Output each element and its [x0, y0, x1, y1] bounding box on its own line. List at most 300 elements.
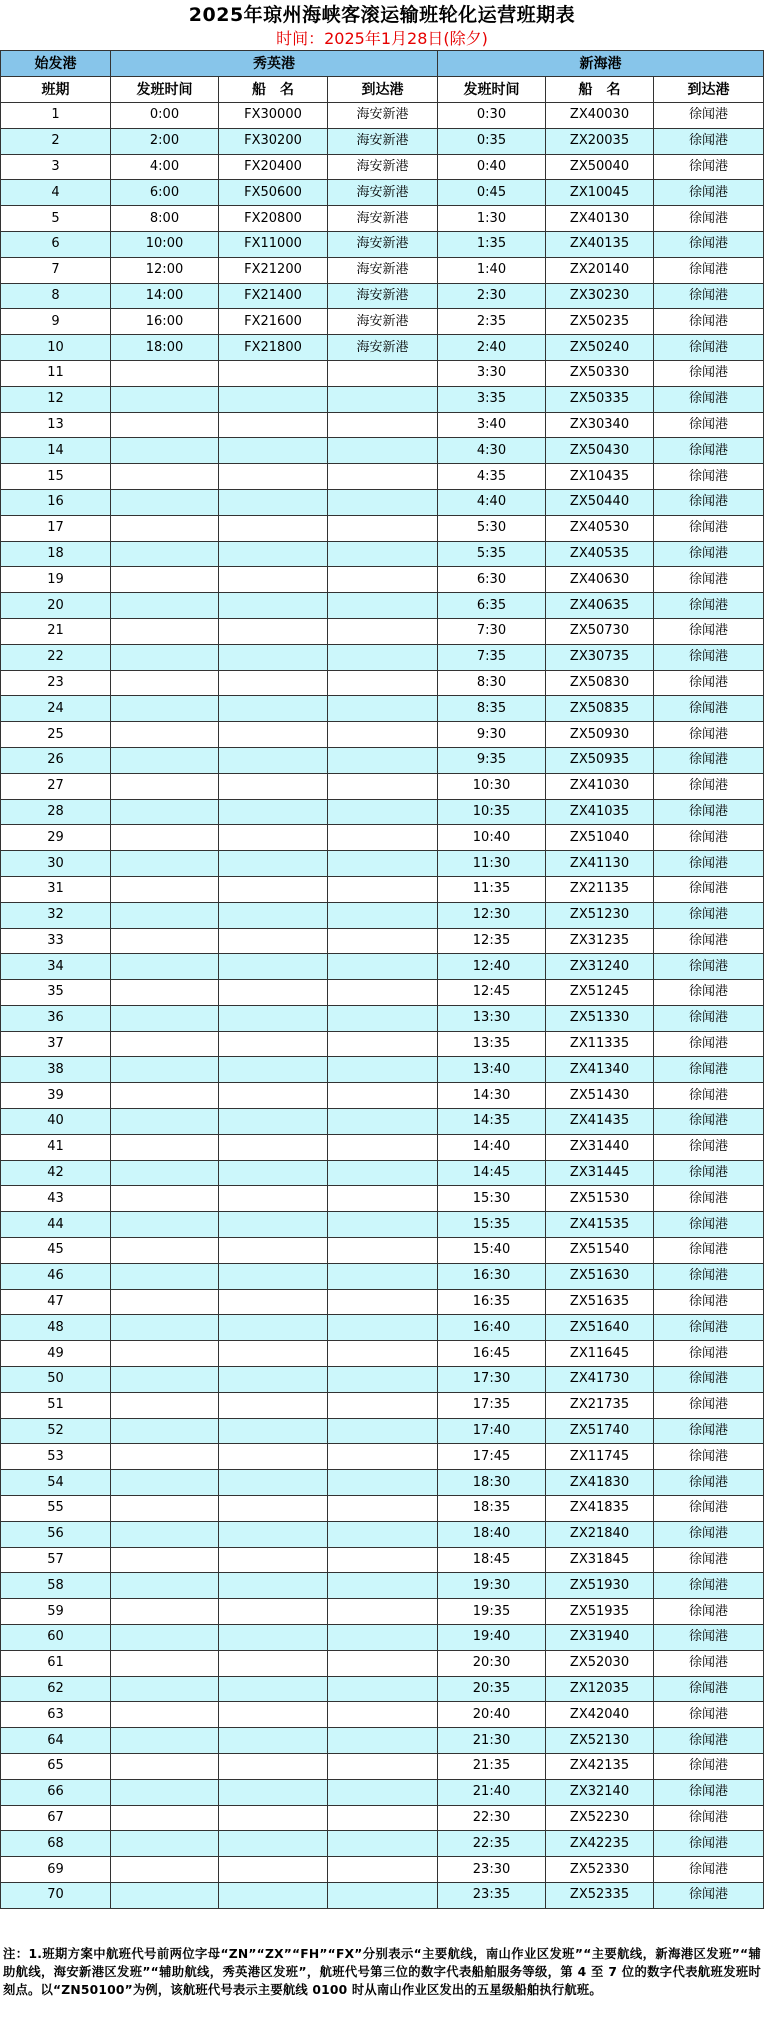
depart-time-a-cell: [111, 928, 219, 954]
depart-time-b-cell: 3:30: [438, 360, 546, 386]
period-cell: 39: [1, 1083, 111, 1109]
depart-time-a-cell: [111, 1005, 219, 1031]
ship-a-cell: [219, 1367, 328, 1393]
ship-a-cell: [219, 1882, 328, 1908]
schedule-row: [1, 1392, 764, 1418]
ship-b-cell: ZX40130: [546, 206, 654, 232]
depart-time-b-cell: 16:30: [438, 1263, 546, 1289]
ship-b-cell: ZX20140: [546, 257, 654, 283]
schedule-row: [1, 541, 764, 567]
depart-time-a-cell: [111, 1547, 219, 1573]
period-cell: 63: [1, 1702, 111, 1728]
ship-a-cell: [219, 644, 328, 670]
arrive-port-b-cell: 徐闻港: [654, 1418, 764, 1444]
col-header-period: 班期: [1, 77, 111, 103]
arrive-port-a-cell: [328, 799, 438, 825]
schedule-row: [1, 515, 764, 541]
period-cell: 34: [1, 954, 111, 980]
col-header-ship-a: 船 名: [219, 77, 328, 103]
ship-b-cell: ZX12035: [546, 1676, 654, 1702]
ship-b-cell: ZX31845: [546, 1547, 654, 1573]
ship-b-cell: ZX40135: [546, 231, 654, 257]
depart-time-a-cell: [111, 876, 219, 902]
schedule-row: [1, 103, 764, 129]
ship-a-cell: FX21800: [219, 335, 328, 361]
depart-time-a-cell: [111, 1831, 219, 1857]
arrive-port-a-cell: [328, 825, 438, 851]
schedule-row: [1, 1805, 764, 1831]
depart-time-b-cell: 4:40: [438, 489, 546, 515]
ship-b-cell: ZX10045: [546, 180, 654, 206]
arrive-port-a-cell: [328, 464, 438, 490]
period-cell: 25: [1, 722, 111, 748]
ship-a-cell: [219, 1676, 328, 1702]
depart-time-a-cell: [111, 1392, 219, 1418]
ship-a-cell: [219, 696, 328, 722]
arrive-port-b-cell: 徐闻港: [654, 618, 764, 644]
period-cell: 53: [1, 1444, 111, 1470]
schedule-table: [0, 50, 764, 1909]
depart-time-b-cell: 14:45: [438, 1160, 546, 1186]
arrive-port-a-cell: [328, 851, 438, 877]
schedule-row: [1, 618, 764, 644]
arrive-port-a-cell: [328, 1315, 438, 1341]
depart-time-a-cell: [111, 1857, 219, 1883]
depart-time-a-cell: [111, 1109, 219, 1135]
ship-a-cell: [219, 928, 328, 954]
depart-time-b-cell: 12:40: [438, 954, 546, 980]
ship-a-cell: [219, 1083, 328, 1109]
period-cell: 16: [1, 489, 111, 515]
ship-a-cell: FX11000: [219, 231, 328, 257]
arrive-port-b-cell: 徐闻港: [654, 876, 764, 902]
arrive-port-b-cell: 徐闻港: [654, 799, 764, 825]
schedule-row: [1, 1676, 764, 1702]
depart-time-a-cell: [111, 1134, 219, 1160]
ship-a-cell: [219, 464, 328, 490]
schedule-row: [1, 851, 764, 877]
ship-b-cell: ZX40535: [546, 541, 654, 567]
arrive-port-a-cell: [328, 1676, 438, 1702]
arrive-port-a-cell: [328, 1728, 438, 1754]
ship-b-cell: ZX11745: [546, 1444, 654, 1470]
schedule-row: [1, 283, 764, 309]
schedule-row: [1, 489, 764, 515]
arrive-port-b-cell: 徐闻港: [654, 231, 764, 257]
depart-time-a-cell: [111, 1625, 219, 1651]
date-subtitle: 时间：2025年1月28日(除夕): [276, 29, 488, 48]
period-cell: 1: [1, 103, 111, 129]
depart-time-b-cell: 1:30: [438, 206, 546, 232]
arrive-port-a-cell: [328, 1392, 438, 1418]
schedule-row: [1, 825, 764, 851]
schedule-row: [1, 1083, 764, 1109]
period-cell: 49: [1, 1341, 111, 1367]
depart-time-a-cell: 12:00: [111, 257, 219, 283]
depart-time-a-cell: [111, 1676, 219, 1702]
depart-time-b-cell: 17:35: [438, 1392, 546, 1418]
ship-b-cell: ZX40630: [546, 567, 654, 593]
ship-a-cell: [219, 902, 328, 928]
depart-time-a-cell: [111, 1057, 219, 1083]
header-row-ports: [1, 51, 764, 77]
arrive-port-b-cell: 徐闻港: [654, 1573, 764, 1599]
schedule-row: [1, 902, 764, 928]
ship-b-cell: ZX50730: [546, 618, 654, 644]
ship-b-cell: ZX31440: [546, 1134, 654, 1160]
period-cell: 50: [1, 1367, 111, 1393]
ship-a-cell: [219, 1779, 328, 1805]
depart-time-b-cell: 17:45: [438, 1444, 546, 1470]
ship-a-cell: [219, 593, 328, 619]
arrive-port-b-cell: 徐闻港: [654, 1341, 764, 1367]
period-cell: 9: [1, 309, 111, 335]
period-cell: 54: [1, 1470, 111, 1496]
depart-time-a-cell: [111, 1521, 219, 1547]
arrive-port-b-cell: 徐闻港: [654, 103, 764, 129]
schedule-row: [1, 412, 764, 438]
period-cell: 36: [1, 1005, 111, 1031]
arrive-port-b-cell: 徐闻港: [654, 825, 764, 851]
period-cell: 20: [1, 593, 111, 619]
depart-time-a-cell: [111, 1212, 219, 1238]
ship-b-cell: ZX50430: [546, 438, 654, 464]
arrive-port-a-cell: [328, 1599, 438, 1625]
arrive-port-a-cell: [328, 1882, 438, 1908]
depart-time-b-cell: 15:40: [438, 1238, 546, 1264]
ship-a-cell: [219, 1547, 328, 1573]
period-cell: 5: [1, 206, 111, 232]
arrive-port-a-cell: [328, 489, 438, 515]
schedule-row: [1, 154, 764, 180]
period-cell: 3: [1, 154, 111, 180]
arrive-port-b-cell: 徐闻港: [654, 489, 764, 515]
arrive-port-b-cell: 徐闻港: [654, 747, 764, 773]
depart-time-b-cell: 0:40: [438, 154, 546, 180]
ship-b-cell: ZX50330: [546, 360, 654, 386]
ship-a-cell: FX50600: [219, 180, 328, 206]
ship-a-cell: [219, 489, 328, 515]
period-cell: 15: [1, 464, 111, 490]
period-cell: 61: [1, 1650, 111, 1676]
depart-time-a-cell: [111, 541, 219, 567]
ship-b-cell: ZX50935: [546, 747, 654, 773]
depart-time-a-cell: [111, 1367, 219, 1393]
depart-time-a-cell: [111, 954, 219, 980]
ship-b-cell: ZX41830: [546, 1470, 654, 1496]
arrive-port-a-cell: [328, 438, 438, 464]
depart-time-a-cell: [111, 1289, 219, 1315]
arrive-port-b-cell: 徐闻港: [654, 206, 764, 232]
depart-time-b-cell: 7:35: [438, 644, 546, 670]
page-title: 2025年琼州海峡客滚运输班轮化运营班期表: [188, 4, 576, 26]
period-cell: 22: [1, 644, 111, 670]
depart-time-b-cell: 15:30: [438, 1186, 546, 1212]
depart-time-a-cell: [111, 980, 219, 1006]
schedule-row: [1, 1160, 764, 1186]
depart-time-a-cell: [111, 1728, 219, 1754]
depart-time-b-cell: 16:40: [438, 1315, 546, 1341]
depart-time-b-cell: 11:35: [438, 876, 546, 902]
depart-time-a-cell: [111, 1263, 219, 1289]
period-cell: 10: [1, 335, 111, 361]
depart-time-a-cell: [111, 902, 219, 928]
depart-time-b-cell: 22:35: [438, 1831, 546, 1857]
arrive-port-a-cell: [328, 902, 438, 928]
arrive-port-a-cell: [328, 954, 438, 980]
arrive-port-a-cell: [328, 1134, 438, 1160]
arrive-port-b-cell: 徐闻港: [654, 1238, 764, 1264]
depart-time-b-cell: 9:35: [438, 747, 546, 773]
depart-time-b-cell: 18:40: [438, 1521, 546, 1547]
period-cell: 24: [1, 696, 111, 722]
ship-a-cell: [219, 1341, 328, 1367]
period-cell: 32: [1, 902, 111, 928]
arrive-port-a-cell: [328, 567, 438, 593]
schedule-row: [1, 386, 764, 412]
arrive-port-b-cell: 徐闻港: [654, 1882, 764, 1908]
period-cell: 14: [1, 438, 111, 464]
depart-time-a-cell: [111, 438, 219, 464]
depart-time-b-cell: 18:30: [438, 1470, 546, 1496]
depart-time-b-cell: 3:35: [438, 386, 546, 412]
period-cell: 56: [1, 1521, 111, 1547]
schedule-row: [1, 1702, 764, 1728]
arrive-port-b-cell: 徐闻港: [654, 438, 764, 464]
depart-time-b-cell: 14:30: [438, 1083, 546, 1109]
ship-a-cell: [219, 980, 328, 1006]
arrive-port-b-cell: 徐闻港: [654, 902, 764, 928]
arrive-port-b-cell: 徐闻港: [654, 1367, 764, 1393]
ship-a-cell: [219, 1496, 328, 1522]
schedule-row: [1, 1341, 764, 1367]
ship-b-cell: ZX50335: [546, 386, 654, 412]
period-cell: 57: [1, 1547, 111, 1573]
arrive-port-a-cell: [328, 980, 438, 1006]
depart-time-b-cell: 4:30: [438, 438, 546, 464]
arrive-port-b-cell: 徐闻港: [654, 1005, 764, 1031]
depart-time-a-cell: [111, 670, 219, 696]
ship-b-cell: ZX51245: [546, 980, 654, 1006]
ship-a-cell: [219, 1315, 328, 1341]
depart-time-a-cell: 4:00: [111, 154, 219, 180]
depart-time-a-cell: [111, 1496, 219, 1522]
ship-a-cell: [219, 825, 328, 851]
depart-time-b-cell: 8:30: [438, 670, 546, 696]
ship-b-cell: ZX31940: [546, 1625, 654, 1651]
period-cell: 11: [1, 360, 111, 386]
depart-time-a-cell: [111, 1160, 219, 1186]
depart-time-a-cell: 2:00: [111, 128, 219, 154]
depart-time-b-cell: 23:30: [438, 1857, 546, 1883]
arrive-port-b-cell: 徐闻港: [654, 1289, 764, 1315]
period-cell: 62: [1, 1676, 111, 1702]
arrive-port-b-cell: 徐闻港: [654, 1083, 764, 1109]
ship-b-cell: ZX51530: [546, 1186, 654, 1212]
arrive-port-b-cell: 徐闻港: [654, 1186, 764, 1212]
period-cell: 17: [1, 515, 111, 541]
ship-b-cell: ZX41535: [546, 1212, 654, 1238]
schedule-body: [1, 51, 764, 1909]
arrive-port-a-cell: [328, 1702, 438, 1728]
ship-a-cell: [219, 773, 328, 799]
ship-a-cell: [219, 618, 328, 644]
depart-time-b-cell: 18:35: [438, 1496, 546, 1522]
ship-b-cell: ZX42235: [546, 1831, 654, 1857]
schedule-row: [1, 1005, 764, 1031]
depart-time-b-cell: 2:30: [438, 283, 546, 309]
schedule-row: [1, 464, 764, 490]
arrive-port-b-cell: 徐闻港: [654, 954, 764, 980]
depart-time-b-cell: 16:45: [438, 1341, 546, 1367]
arrive-port-a-cell: 海安新港: [328, 154, 438, 180]
depart-time-a-cell: [111, 1754, 219, 1780]
arrive-port-a-cell: 海安新港: [328, 128, 438, 154]
depart-time-b-cell: 13:30: [438, 1005, 546, 1031]
schedule-row: [1, 1315, 764, 1341]
depart-time-b-cell: 7:30: [438, 618, 546, 644]
schedule-row: [1, 696, 764, 722]
depart-time-b-cell: 17:40: [438, 1418, 546, 1444]
ship-b-cell: ZX51230: [546, 902, 654, 928]
port-a-label: 秀英港: [111, 51, 438, 77]
period-cell: 45: [1, 1238, 111, 1264]
arrive-port-b-cell: 徐闻港: [654, 180, 764, 206]
depart-time-a-cell: [111, 1470, 219, 1496]
period-cell: 2: [1, 128, 111, 154]
arrive-port-a-cell: [328, 1521, 438, 1547]
arrive-port-a-cell: [328, 1444, 438, 1470]
arrive-port-b-cell: 徐闻港: [654, 1857, 764, 1883]
arrive-port-a-cell: [328, 1547, 438, 1573]
ship-b-cell: ZX41340: [546, 1057, 654, 1083]
period-cell: 48: [1, 1315, 111, 1341]
arrive-port-b-cell: 徐闻港: [654, 412, 764, 438]
ship-b-cell: ZX21840: [546, 1521, 654, 1547]
arrive-port-b-cell: 徐闻港: [654, 464, 764, 490]
depart-time-b-cell: 11:30: [438, 851, 546, 877]
schedule-row: [1, 1470, 764, 1496]
period-cell: 44: [1, 1212, 111, 1238]
schedule-row: [1, 799, 764, 825]
arrive-port-a-cell: [328, 747, 438, 773]
schedule-row: [1, 1882, 764, 1908]
arrive-port-a-cell: [328, 928, 438, 954]
schedule-row: [1, 1031, 764, 1057]
depart-time-a-cell: 6:00: [111, 180, 219, 206]
depart-time-b-cell: 13:35: [438, 1031, 546, 1057]
ship-a-cell: [219, 747, 328, 773]
ship-b-cell: ZX52030: [546, 1650, 654, 1676]
depart-time-a-cell: [111, 1083, 219, 1109]
period-cell: 35: [1, 980, 111, 1006]
ship-a-cell: [219, 876, 328, 902]
ship-a-cell: [219, 722, 328, 748]
ship-a-cell: [219, 1599, 328, 1625]
period-cell: 31: [1, 876, 111, 902]
depart-time-a-cell: 16:00: [111, 309, 219, 335]
depart-time-a-cell: [111, 515, 219, 541]
arrive-port-b-cell: 徐闻港: [654, 257, 764, 283]
depart-time-a-cell: [111, 1805, 219, 1831]
depart-time-a-cell: [111, 360, 219, 386]
schedule-row: [1, 231, 764, 257]
arrive-port-b-cell: 徐闻港: [654, 1779, 764, 1805]
arrive-port-a-cell: [328, 1470, 438, 1496]
ship-b-cell: ZX11335: [546, 1031, 654, 1057]
ship-b-cell: ZX31235: [546, 928, 654, 954]
ship-a-cell: [219, 1521, 328, 1547]
arrive-port-a-cell: [328, 412, 438, 438]
period-cell: 69: [1, 1857, 111, 1883]
arrive-port-a-cell: [328, 1212, 438, 1238]
ship-a-cell: [219, 1470, 328, 1496]
arrive-port-b-cell: 徐闻港: [654, 1134, 764, 1160]
arrive-port-a-cell: [328, 1083, 438, 1109]
depart-time-b-cell: 22:30: [438, 1805, 546, 1831]
ship-b-cell: ZX11645: [546, 1341, 654, 1367]
arrive-port-b-cell: 徐闻港: [654, 1728, 764, 1754]
period-cell: 4: [1, 180, 111, 206]
depart-time-b-cell: 18:45: [438, 1547, 546, 1573]
schedule-row: [1, 1754, 764, 1780]
arrive-port-b-cell: 徐闻港: [654, 1702, 764, 1728]
depart-time-a-cell: [111, 1444, 219, 1470]
ship-a-cell: [219, 1031, 328, 1057]
period-cell: 43: [1, 1186, 111, 1212]
depart-time-b-cell: 19:30: [438, 1573, 546, 1599]
schedule-row: [1, 1779, 764, 1805]
ship-a-cell: FX20800: [219, 206, 328, 232]
arrive-port-b-cell: 徐闻港: [654, 980, 764, 1006]
arrive-port-a-cell: [328, 1031, 438, 1057]
period-cell: 64: [1, 1728, 111, 1754]
schedule-row: [1, 980, 764, 1006]
schedule-row: [1, 335, 764, 361]
period-cell: 30: [1, 851, 111, 877]
ship-a-cell: [219, 1625, 328, 1651]
ship-a-cell: [219, 1289, 328, 1315]
schedule-row: [1, 773, 764, 799]
ship-b-cell: ZX50440: [546, 489, 654, 515]
period-cell: 6: [1, 231, 111, 257]
schedule-row: [1, 128, 764, 154]
arrive-port-a-cell: [328, 593, 438, 619]
depart-time-b-cell: 10:30: [438, 773, 546, 799]
period-cell: 38: [1, 1057, 111, 1083]
arrive-port-b-cell: 徐闻港: [654, 1444, 764, 1470]
arrive-port-b-cell: 徐闻港: [654, 928, 764, 954]
depart-time-b-cell: 13:40: [438, 1057, 546, 1083]
ship-a-cell: [219, 670, 328, 696]
arrive-port-b-cell: 徐闻港: [654, 1392, 764, 1418]
ship-b-cell: ZX40635: [546, 593, 654, 619]
header-row-columns: [1, 77, 764, 103]
depart-time-b-cell: 8:35: [438, 696, 546, 722]
schedule-row: [1, 670, 764, 696]
ship-a-cell: FX21600: [219, 309, 328, 335]
period-cell: 52: [1, 1418, 111, 1444]
schedule-row: [1, 928, 764, 954]
schedule-row: [1, 1367, 764, 1393]
arrive-port-a-cell: [328, 722, 438, 748]
arrive-port-b-cell: 徐闻港: [654, 851, 764, 877]
depart-time-a-cell: 8:00: [111, 206, 219, 232]
schedule-row: [1, 567, 764, 593]
ship-a-cell: [219, 1857, 328, 1883]
depart-time-b-cell: 23:35: [438, 1882, 546, 1908]
arrive-port-b-cell: 徐闻港: [654, 1676, 764, 1702]
